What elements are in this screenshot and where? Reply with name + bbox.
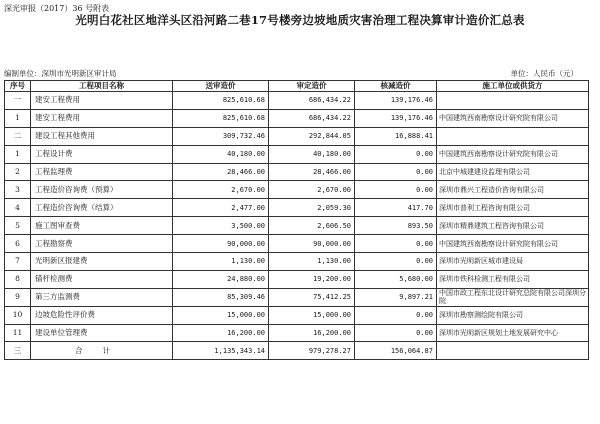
row-reduced-cost: 5,680.00	[355, 270, 437, 288]
row-item-name: 光明新区报建费	[31, 253, 173, 271]
table-row	[5, 199, 589, 217]
row-item-name: 建设单位管理费	[31, 324, 173, 342]
row-item-name: 边坡危险性评价费	[31, 306, 173, 324]
row-submitted-cost: 1,135,343.14	[173, 342, 269, 360]
row-submitted-cost: 2,670.00	[173, 181, 269, 199]
row-contractor	[437, 127, 589, 145]
total-row	[5, 342, 589, 360]
row-contractor: 深圳市鼎兴工程造价咨询有限公司	[437, 181, 589, 199]
row-reduced-cost: 139,176.46	[355, 92, 437, 110]
row-item-name: 建设工程其他费用	[31, 127, 173, 145]
row-submitted-cost: 825,610.68	[173, 109, 269, 127]
row-reduced-cost: 0.00	[355, 306, 437, 324]
row-reduced-cost: 417.70	[355, 199, 437, 217]
row-contractor: 中国市政工程东北设计研究总院有限公司深圳分院	[437, 288, 589, 306]
row-index: 5	[5, 217, 31, 235]
row-submitted-cost: 85,309.46	[173, 288, 269, 306]
row-reduced-cost: 0.00	[355, 145, 437, 163]
table-row	[5, 270, 589, 288]
table-row	[5, 306, 589, 324]
row-contractor	[437, 92, 589, 110]
row-index: 10	[5, 306, 31, 324]
row-submitted-cost: 825,610.68	[173, 92, 269, 110]
table-header-row	[5, 81, 589, 92]
row-contractor: 深圳市光明新区城市建设局	[437, 253, 589, 271]
row-submitted-cost: 24,880.00	[173, 270, 269, 288]
row-contractor	[437, 342, 589, 360]
row-item-name: 建安工程费用	[31, 92, 173, 110]
row-item-name: 建安工程费用	[31, 109, 173, 127]
row-reduced-cost: 0.00	[355, 324, 437, 342]
row-index: 7	[5, 253, 31, 271]
row-contractor: 中国建筑西南勘察设计研究院有限公司	[437, 109, 589, 127]
table-row	[5, 253, 589, 271]
cost-summary-table	[4, 80, 589, 360]
row-index: 9	[5, 288, 31, 306]
row-approved-cost: 686,434.22	[269, 109, 355, 127]
row-contractor: 中国建筑西南勘察设计研究院有限公司	[437, 235, 589, 253]
row-reduced-cost: 16,888.41	[355, 127, 437, 145]
row-submitted-cost: 90,000.00	[173, 235, 269, 253]
row-contractor: 深圳市精鼎建筑工程咨询有限公司	[437, 217, 589, 235]
row-approved-cost: 979,278.27	[269, 342, 355, 360]
row-contractor: 中国建筑西南勘察设计研究院有限公司	[437, 145, 589, 163]
row-item-name: 工程勘察费	[31, 235, 173, 253]
row-index: 三	[5, 342, 31, 360]
row-approved-cost: 15,000.00	[269, 306, 355, 324]
row-contractor: 北京中城建建设监理有限公司	[437, 163, 589, 181]
row-approved-cost: 40,180.00	[269, 145, 355, 163]
row-item-name: 工程设计费	[31, 145, 173, 163]
table-row	[5, 288, 589, 306]
row-reduced-cost: 156,064.87	[355, 342, 437, 360]
row-item-name: 工程造价咨询费（结算）	[31, 199, 173, 217]
row-index: 1	[5, 145, 31, 163]
row-approved-cost: 2,670.00	[269, 181, 355, 199]
row-index: 2	[5, 163, 31, 181]
row-submitted-cost: 2,477.00	[173, 199, 269, 217]
row-reduced-cost: 0.00	[355, 163, 437, 181]
table-row	[5, 181, 589, 199]
row-index: 一	[5, 92, 31, 110]
row-item-name: 第三方监测费	[31, 288, 173, 306]
row-index: 6	[5, 235, 31, 253]
document-reference: 深光审报（2017）36 号附表	[4, 4, 110, 13]
row-approved-cost: 2,606.50	[269, 217, 355, 235]
row-index: 4	[5, 199, 31, 217]
row-index: 8	[5, 270, 31, 288]
table-row	[5, 163, 589, 181]
row-index: 二	[5, 127, 31, 145]
row-item-name: 锚杆检测费	[31, 270, 173, 288]
row-contractor: 深圳市光明新区规划土地发展研究中心	[437, 324, 589, 342]
document-title: 光明白花社区地洋头区沿河路二巷17号楼旁边坡地质灾害治理工程决算审计造价汇总表	[75, 13, 525, 27]
table-row	[5, 145, 589, 163]
row-reduced-cost: 0.00	[355, 181, 437, 199]
row-reduced-cost: 0.00	[355, 235, 437, 253]
column-header-index: 序号	[5, 81, 31, 92]
row-approved-cost: 19,200.00	[269, 270, 355, 288]
table-body	[5, 92, 589, 360]
column-header-item: 工程项目名称	[31, 81, 173, 92]
column-header-submitted: 送审造价	[173, 81, 269, 92]
row-index: 11	[5, 324, 31, 342]
row-contractor: 深圳市普利工程咨询有限公司	[437, 199, 589, 217]
row-approved-cost: 686,434.22	[269, 92, 355, 110]
table-row	[5, 235, 589, 253]
row-approved-cost: 28,466.00	[269, 163, 355, 181]
row-approved-cost: 75,412.25	[269, 288, 355, 306]
row-approved-cost: 90,000.00	[269, 235, 355, 253]
column-header-approved: 审定造价	[269, 81, 355, 92]
row-submitted-cost: 16,200.00	[173, 324, 269, 342]
row-contractor: 深圳市铁科检测工程有限公司	[437, 270, 589, 288]
row-contractor: 深圳市勘察测绘院有限公司	[437, 306, 589, 324]
column-header-reduced: 核减造价	[355, 81, 437, 92]
row-reduced-cost: 9,897.21	[355, 288, 437, 306]
table-row	[5, 109, 589, 127]
row-reduced-cost: 0.00	[355, 253, 437, 271]
row-item-name: 施工图审查费	[31, 217, 173, 235]
row-index: 1	[5, 109, 31, 127]
row-submitted-cost: 40,180.00	[173, 145, 269, 163]
row-approved-cost: 2,059.30	[269, 199, 355, 217]
row-submitted-cost: 309,732.46	[173, 127, 269, 145]
row-approved-cost: 1,130.00	[269, 253, 355, 271]
table-row	[5, 324, 589, 342]
row-approved-cost: 16,200.00	[269, 324, 355, 342]
row-reduced-cost: 139,176.46	[355, 109, 437, 127]
row-item-name: 工程造价咨询费（预算）	[31, 181, 173, 199]
table-row	[5, 127, 589, 145]
row-submitted-cost: 1,130.00	[173, 253, 269, 271]
table-row	[5, 217, 589, 235]
column-header-contractor: 施工单位或供货方	[437, 81, 589, 92]
row-approved-cost: 292,844.05	[269, 127, 355, 145]
row-submitted-cost: 28,466.00	[173, 163, 269, 181]
table-row	[5, 92, 589, 110]
compiler-label: 编制单位：深圳市光明新区审计局	[4, 69, 117, 78]
row-submitted-cost: 15,000.00	[173, 306, 269, 324]
row-item-name: 工程监理费	[31, 163, 173, 181]
unit-label: 单位：人民币（元）	[510, 69, 578, 78]
row-index: 3	[5, 181, 31, 199]
row-item-name: 合计	[31, 342, 173, 360]
row-submitted-cost: 3,500.00	[173, 217, 269, 235]
row-reduced-cost: 893.50	[355, 217, 437, 235]
